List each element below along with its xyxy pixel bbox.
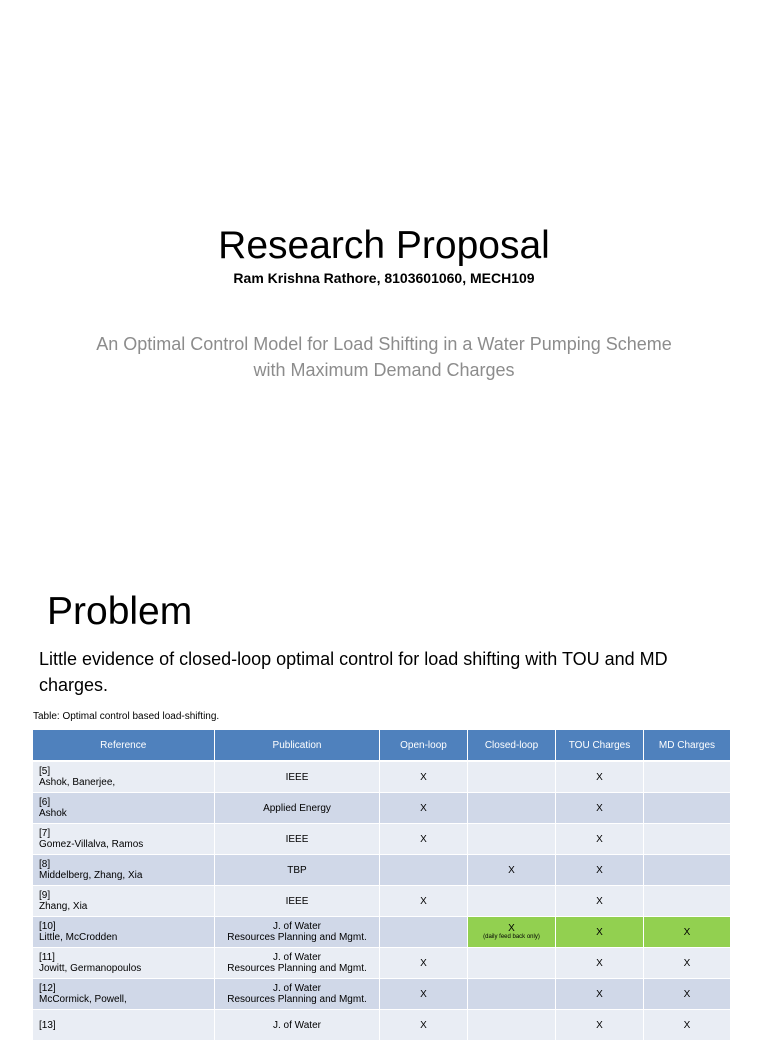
reference-cell bbox=[33, 917, 215, 948]
publication-cell bbox=[215, 855, 380, 886]
publication-line: J. of Water bbox=[273, 983, 321, 994]
md-cell: X bbox=[644, 948, 731, 979]
publication-line: J. of Water bbox=[273, 1019, 321, 1031]
table-row bbox=[33, 793, 731, 824]
publication-cell bbox=[215, 1010, 380, 1041]
md-cell bbox=[644, 855, 731, 886]
closed-loop-note: (daily feed back only) bbox=[483, 934, 540, 940]
md-cell bbox=[644, 793, 731, 824]
md-cell: X bbox=[644, 1010, 731, 1041]
md-cell: X bbox=[644, 917, 731, 948]
ref-number: [8] bbox=[39, 859, 51, 870]
open-loop-cell: X bbox=[380, 886, 468, 917]
problem-statement: Little evidence of closed-loop optimal control for load shifting with TOU and MD charges. bbox=[39, 649, 668, 695]
header-closed-loop: Closed-loop bbox=[468, 730, 556, 761]
table-row bbox=[33, 886, 731, 917]
table-row bbox=[33, 761, 731, 793]
reference-cell bbox=[33, 948, 215, 979]
publication-line: Applied Energy bbox=[263, 802, 331, 814]
load-shifting-table bbox=[32, 730, 731, 1041]
open-loop-cell: X bbox=[380, 979, 468, 1010]
publication-line: J. of Water bbox=[273, 921, 321, 932]
publication-cell bbox=[215, 824, 380, 855]
publication-line: Resources Planning and Mgmt. bbox=[227, 994, 367, 1005]
tou-cell: X bbox=[556, 1010, 644, 1041]
reference-cell bbox=[33, 793, 215, 824]
presentation-subtitle: An Optimal Control Model for Load Shifting in a Water Pumping Scheme with Maximum Demand Charges bbox=[96, 334, 672, 380]
ref-number: [6] bbox=[39, 797, 51, 808]
closed-loop-cell bbox=[468, 761, 556, 793]
ref-number: [10] bbox=[39, 921, 56, 932]
reference-cell bbox=[33, 886, 215, 917]
reference-cell bbox=[33, 824, 215, 855]
publication-line: TBP bbox=[287, 864, 307, 876]
md-cell bbox=[644, 761, 731, 793]
ref-authors: Middelberg, Zhang, Xia bbox=[39, 870, 143, 881]
publication-line: IEEE bbox=[285, 895, 309, 907]
table-row bbox=[33, 824, 731, 855]
ref-authors: Little, McCrodden bbox=[39, 932, 118, 943]
open-loop-cell: X bbox=[380, 793, 468, 824]
publication-line: Resources Planning and Mgmt. bbox=[227, 963, 367, 974]
ref-authors: Ashok, Banerjee, bbox=[39, 777, 116, 788]
ref-authors: Jowitt, Germanopoulos bbox=[39, 963, 142, 974]
table-caption: Table: Optimal control based load-shifting. bbox=[33, 711, 220, 722]
publication-line: IEEE bbox=[285, 771, 309, 783]
publication-cell bbox=[215, 886, 380, 917]
closed-loop-cell bbox=[468, 979, 556, 1010]
ref-authors: Ashok bbox=[39, 808, 67, 819]
tou-cell: X bbox=[556, 761, 644, 793]
md-cell bbox=[644, 886, 731, 917]
tou-cell: X bbox=[556, 793, 644, 824]
problem-slide bbox=[0, 560, 768, 1031]
md-cell: X bbox=[644, 979, 731, 1010]
closed-loop-cell bbox=[468, 917, 556, 948]
ref-authors: Gomez-Villalva, Ramos bbox=[39, 839, 144, 850]
publication-line: IEEE bbox=[285, 833, 309, 845]
ref-number: [7] bbox=[39, 828, 51, 839]
tou-cell: X bbox=[556, 979, 644, 1010]
open-loop-cell: X bbox=[380, 761, 468, 793]
reference-cell bbox=[33, 761, 215, 793]
ref-number: [13] bbox=[39, 1019, 56, 1031]
closed-loop-cell bbox=[468, 948, 556, 979]
publication-line: Resources Planning and Mgmt. bbox=[227, 932, 367, 943]
tou-cell: X bbox=[556, 886, 644, 917]
table-row bbox=[33, 1010, 731, 1041]
table-row bbox=[33, 979, 731, 1010]
closed-loop-cell bbox=[468, 1010, 556, 1041]
md-cell bbox=[644, 824, 731, 855]
publication-cell bbox=[215, 979, 380, 1010]
header-reference: Reference bbox=[33, 730, 215, 761]
ref-authors: Zhang, Xia bbox=[39, 901, 88, 912]
presentation-title: Research Proposal bbox=[218, 224, 550, 267]
open-loop-cell bbox=[380, 855, 468, 886]
ref-number: [5] bbox=[39, 766, 51, 777]
header-md-charges: MD Charges bbox=[644, 730, 731, 761]
header-publication: Publication bbox=[215, 730, 380, 761]
header-open-loop: Open-loop bbox=[380, 730, 468, 761]
reference-cell bbox=[33, 979, 215, 1010]
open-loop-cell bbox=[380, 917, 468, 948]
publication-cell bbox=[215, 761, 380, 793]
open-loop-cell: X bbox=[380, 1010, 468, 1041]
author-line: Ram Krishna Rathore, 8103601060, MECH109 bbox=[233, 270, 535, 286]
ref-number: [11] bbox=[39, 952, 55, 963]
closed-loop-cell bbox=[468, 793, 556, 824]
reference-cell bbox=[33, 855, 215, 886]
closed-loop-mark: X bbox=[508, 923, 515, 934]
table-row bbox=[33, 948, 731, 979]
open-loop-cell: X bbox=[380, 948, 468, 979]
ref-number: [12] bbox=[39, 983, 56, 994]
publication-cell bbox=[215, 917, 380, 948]
header-tou-charges: TOU Charges bbox=[556, 730, 644, 761]
table-row bbox=[33, 917, 731, 948]
tou-cell: X bbox=[556, 917, 644, 948]
table-header-row bbox=[33, 730, 731, 761]
closed-loop-cell bbox=[468, 886, 556, 917]
tou-cell: X bbox=[556, 948, 644, 979]
publication-cell bbox=[215, 793, 380, 824]
reference-cell bbox=[33, 1010, 215, 1041]
ref-authors: McCormick, Powell, bbox=[39, 994, 127, 1005]
closed-loop-cell: X bbox=[468, 855, 556, 886]
tou-cell: X bbox=[556, 824, 644, 855]
open-loop-cell: X bbox=[380, 824, 468, 855]
publication-cell bbox=[215, 948, 380, 979]
publication-line: J. of Water bbox=[273, 952, 321, 963]
tou-cell: X bbox=[556, 855, 644, 886]
table-row bbox=[33, 855, 731, 886]
problem-heading: Problem bbox=[47, 590, 193, 633]
ref-number: [9] bbox=[39, 890, 51, 901]
closed-loop-cell bbox=[468, 824, 556, 855]
